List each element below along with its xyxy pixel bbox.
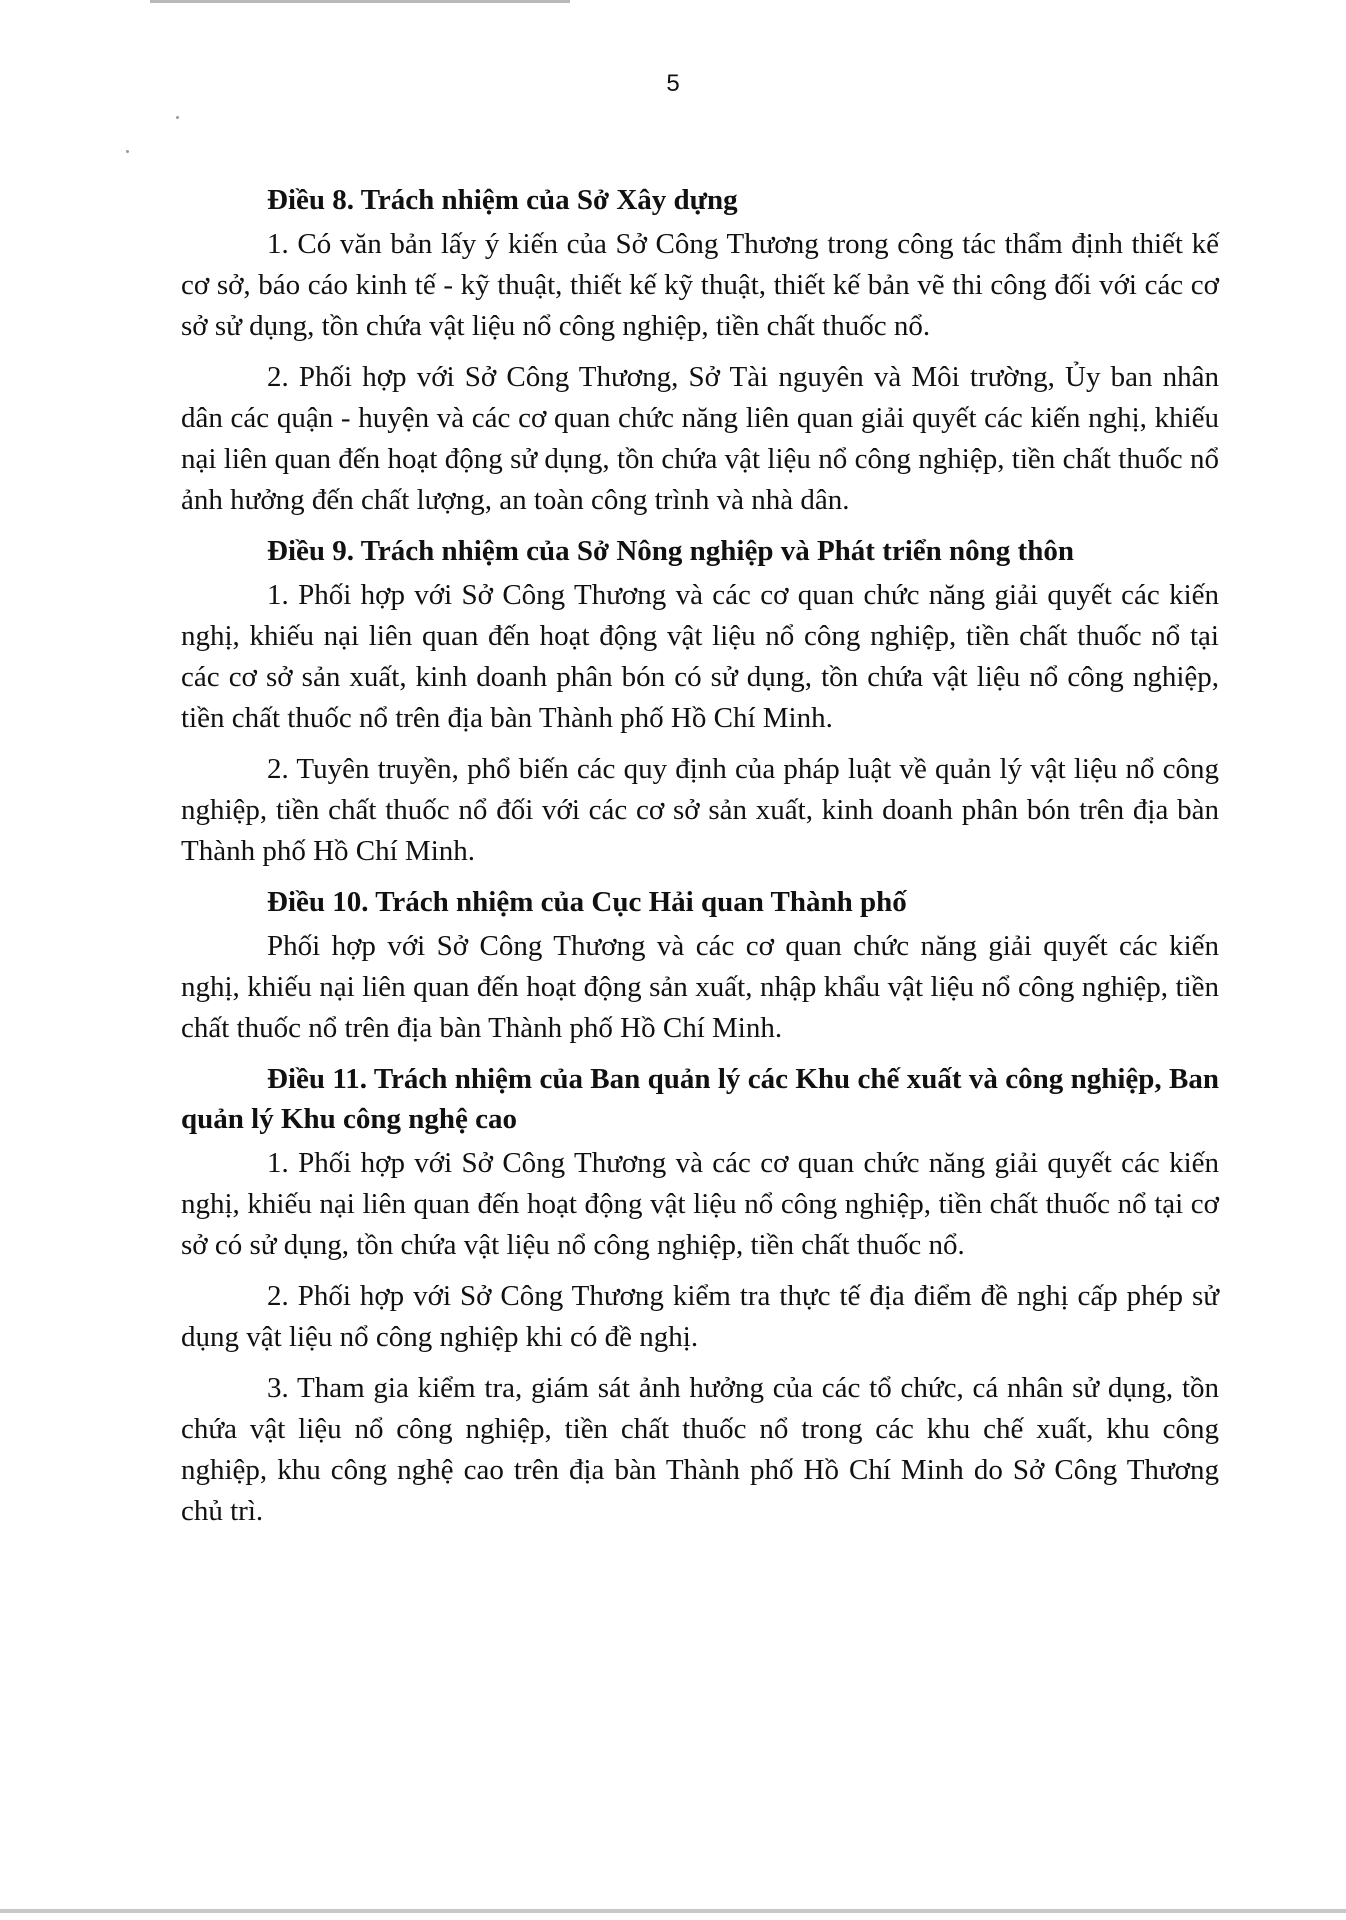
article-paragraph: 3. Tham gia kiểm tra, giám sát ảnh hưởng của các tổ chức, cá nhân sử dụng, tồn chứa vật liệu nổ công nghiệp, tiền chất thuốc nổ trong các khu chế xuất, khu công nghiệp, khu công nghệ cao trên địa bàn Thành phố Hồ Chí Minh do Sở Công Thương chủ trì. [181, 1372, 1219, 1527]
document-body [181, 180, 1219, 1542]
page-number: 5 [666, 70, 680, 97]
article-paragraph: 1. Có văn bản lấy ý kiến của Sở Công Thương trong công tác thẩm định thiết kế cơ sở, báo cáo kinh tế - kỹ thuật, thiết kế kỹ thuật, thiết kế bản vẽ thi công đối với các cơ sở sử dụng, tồn chứa vật liệu nổ công nghiệp, tiền chất thuốc nổ. [181, 228, 1219, 342]
scan-edge-bottom [0, 1909, 1346, 1913]
article-paragraph: 2. Tuyên truyền, phổ biến các quy định của pháp luật về quản lý vật liệu nổ công nghiệp, tiền chất thuốc nổ đối với các cơ sở sản xuất, kinh doanh phân bón trên địa bàn Thành phố Hồ Chí Minh. [181, 753, 1219, 867]
article-9 [181, 531, 1219, 872]
article-8 [181, 180, 1219, 521]
scan-edge-top [150, 0, 570, 3]
article-10 [181, 882, 1219, 1049]
article-paragraph: 1. Phối hợp với Sở Công Thương và các cơ quan chức năng giải quyết các kiến nghị, khiếu nại liên quan đến hoạt động vật liệu nổ công nghiệp, tiền chất thuốc nổ tại cơ sở có sử dụng, tồn chứa vật liệu nổ công nghiệp, tiền chất thuốc nổ. [181, 1147, 1219, 1261]
article-paragraph: Phối hợp với Sở Công Thương và các cơ quan chức năng giải quyết các kiến nghị, khiếu nại liên quan đến hoạt động sản xuất, nhập khẩu vật liệu nổ công nghiệp, tiền chất thuốc nổ trên địa bàn Thành phố Hồ Chí Minh. [181, 930, 1219, 1044]
article-paragraph: 1. Phối hợp với Sở Công Thương và các cơ quan chức năng giải quyết các kiến nghị, khiếu nại liên quan đến hoạt động vật liệu nổ công nghiệp, tiền chất thuốc nổ tại các cơ sở sản xuất, kinh doanh phân bón có sử dụng, tồn chứa vật liệu nổ công nghiệp, tiền chất thuốc nổ trên địa bàn Thành phố Hồ Chí Minh. [181, 579, 1219, 734]
scan-speck [126, 150, 129, 153]
article-heading: Điều 8. Trách nhiệm của Sở Xây dựng [267, 184, 738, 216]
article-paragraph: 2. Phối hợp với Sở Công Thương, Sở Tài nguyên và Môi trường, Ủy ban nhân dân các quận - huyện và các cơ quan chức năng liên quan giải quyết các kiến nghị, khiếu nại liên quan đến hoạt động sử dụng, tồn chứa vật liệu nổ công nghiệp, tiền chất thuốc nổ ảnh hưởng đến chất lượng, an toàn công trình và nhà dân. [181, 361, 1219, 516]
scan-speck [176, 116, 179, 119]
article-heading: Điều 9. Trách nhiệm của Sở Nông nghiệp và Phát triển nông thôn [267, 535, 1074, 567]
article-11 [181, 1059, 1219, 1532]
article-paragraph: 2. Phối hợp với Sở Công Thương kiểm tra thực tế địa điểm đề nghị cấp phép sử dụng vật liệu nổ công nghiệp khi có đề nghị. [181, 1280, 1219, 1353]
article-heading: Điều 10. Trách nhiệm của Cục Hải quan Thành phố [267, 886, 907, 918]
article-heading: Điều 11. Trách nhiệm của Ban quản lý các Khu chế xuất và công nghiệp, Ban quản lý Khu công nghệ cao [181, 1063, 1219, 1135]
